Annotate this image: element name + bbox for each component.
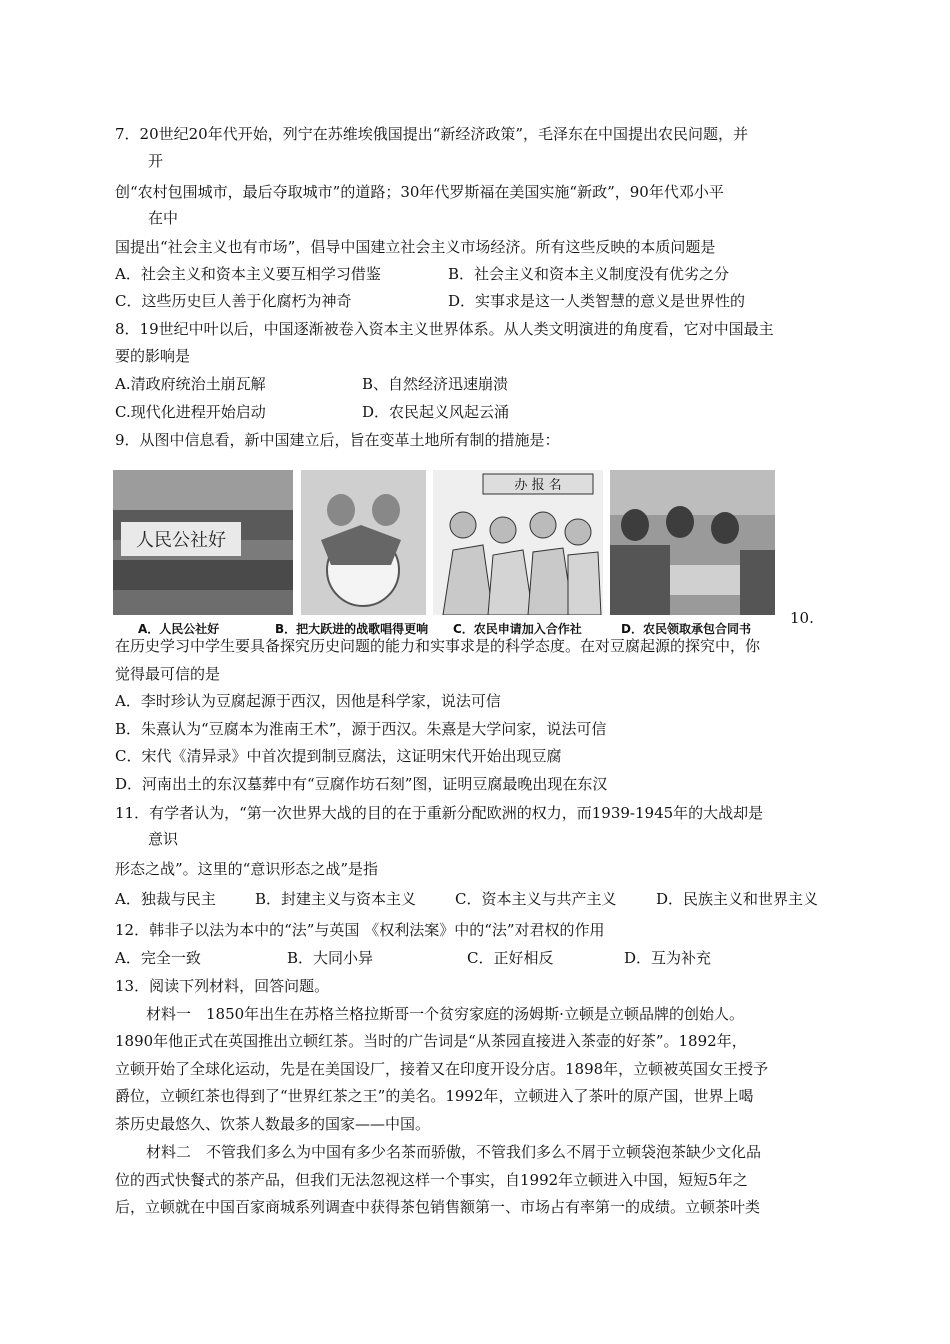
q13-material2-line-1: 材料二 不管我们多么为中国有多少名茶而骄傲，不管我们多么不屑于立顿袋泡茶缺少文化品: [146, 1143, 762, 1161]
q11-line-2: 形态之战”。这里的“意识形态之战”是指: [115, 860, 379, 878]
q8-option-a: A.清政府统治土崩瓦解: [115, 375, 266, 393]
q7-line-2-wrap: 在中: [148, 209, 179, 227]
q10-option-b: B．朱熹认为“豆腐本为淮南王术”，源于西汉。朱熹是大学问家，说法可信: [115, 720, 607, 738]
q11-option-a: A．独裁与民主: [115, 890, 216, 908]
q10-option-a: A．李时珍认为豆腐起源于西汉，因他是科学家，说法可信: [115, 692, 501, 710]
q7-option-d: D．实事求是这一人类智慧的意义是世界性的: [448, 292, 746, 310]
cooperative-drawing: [433, 470, 603, 615]
q11-option-c: C．资本主义与共产主义: [455, 890, 617, 908]
q9-caption-d: D．农民领取承包合同书: [621, 622, 751, 636]
q10-option-d: D．河南出土的东汉墓葬中有“豆腐作坊石刻”图，证明豆腐最晚出现在东汉: [115, 775, 608, 793]
q8-option-c: C.现代化进程开始启动: [115, 403, 266, 421]
q12-option-c: C．正好相反: [467, 949, 554, 967]
q9-caption-b: B．把大跃进的战歌唱得更响: [275, 622, 429, 636]
q8-line-2: 要的影响是: [115, 347, 191, 365]
q12-line-1: 12．韩非子以法为本中的“法”与英国 《权利法案》中的“法”对君权的作用: [115, 921, 605, 939]
q9-photo-strip: [113, 470, 778, 638]
q7-line-3: 国提出“社会主义也有市场”，倡导中国建立社会主义市场经济。所有这些反映的本质问题是: [115, 238, 716, 256]
q10-number: 10.: [790, 609, 814, 627]
q7-line-2: 创“农村包围城市，最后夺取城市”的道路；30年代罗斯福在美国实施“新政”，90年代邓小平: [115, 183, 724, 201]
q12-option-b: B．大同小异: [287, 949, 374, 967]
q13-material1-line-3: 立顿开始了全球化运动，先是在美国设厂，接着又在印度开设分店。1898年，立顿被英国女王授予: [115, 1060, 769, 1078]
q13-material2-line-2: 位的西式快餐式的茶产品，但我们无法忽视这样一个事实，自1992年立顿进入中国，短短5年之: [115, 1171, 748, 1189]
q11-option-b: B．封建主义与资本主义: [255, 890, 417, 908]
registration-sign-text: 办 报 名: [514, 478, 562, 493]
q7-option-b: B．社会主义和资本主义制度没有优劣之分: [448, 265, 730, 283]
q12-option-d: D．互为补充: [624, 949, 712, 967]
q8-line-1: 8．19世纪中叶以后，中国逐渐被卷入资本主义世界体系。从人类文明演进的角度看，它对中国最主: [115, 320, 774, 338]
q13-material1-line-5: 茶历史最悠久、饮茶人数最多的国家——中国。: [115, 1115, 431, 1133]
q8-option-b: B、自然经济迅速崩溃: [362, 375, 509, 393]
q11-line-1: 11．有学者认为，“第一次世界大战的目的在于重新分配欧洲的权力，而1939-1945年的大战却是: [115, 804, 764, 822]
q9-caption-c: C．农民申请加入合作社: [453, 622, 582, 636]
q11-line-1-wrap: 意识: [148, 830, 179, 848]
q10-line-2: 觉得最可信的是: [115, 665, 221, 683]
commune-banner-text: 人民公社好: [136, 530, 226, 551]
q9-caption-a: A．人民公社好: [138, 622, 220, 636]
great-leap-poster: [301, 470, 426, 615]
q10-option-c: C．宋代《清异录》中首次提到制豆腐法，这证明宋代开始出现豆腐: [115, 747, 562, 765]
q13-material1-line-1: 材料一 1850年出生在苏格兰格拉斯哥一个贫穷家庭的汤姆斯·立顿是立顿品牌的创始人。: [146, 1005, 744, 1023]
contract-photo: [610, 470, 775, 615]
q8-option-d: D．农民起义风起云涌: [362, 403, 510, 421]
q13-material1-line-4: 爵位，立顿红茶也得到了“世界红茶之王”的美名。1992年，立顿进入了茶叶的原产国，世界上喝: [115, 1087, 754, 1105]
q10-line-1: 在历史学习中学生要具备探究历史问题的能力和实事求是的科学态度。在对豆腐起源的探究中，你: [115, 637, 761, 655]
q13-material1-line-2: 1890年他正式在英国推出立顿红茶。当时的广告词是“从茶园直接进入茶壶的好茶”。1892年，: [115, 1032, 747, 1050]
q13-material2-line-3: 后，立顿就在中国百家商城系列调查中获得茶包销售额第一、市场占有率第一的成绩。立顿茶叶类: [115, 1198, 761, 1216]
q13-line-1: 13．阅读下列材料，回答问题。: [115, 977, 330, 995]
q11-option-d: D．民族主义和世界主义: [656, 890, 819, 908]
q7-option-a: A．社会主义和资本主义要互相学习借鉴: [115, 265, 381, 283]
q9-line-1: 9．从图中信息看，新中国建立后，旨在变革土地所有制的措施是：: [115, 431, 560, 449]
q7-line-1: 7．20世纪20年代开始，列宁在苏维埃俄国提出“新经济政策”，毛泽东在中国提出农民问题，并: [115, 125, 749, 143]
q7-option-c: C．这些历史巨人善于化腐朽为神奇: [115, 292, 352, 310]
q12-option-a: A．完全一致: [115, 949, 201, 967]
q7-line-1-wrap: 开: [148, 152, 164, 170]
commune-rally-photo: [113, 470, 293, 615]
